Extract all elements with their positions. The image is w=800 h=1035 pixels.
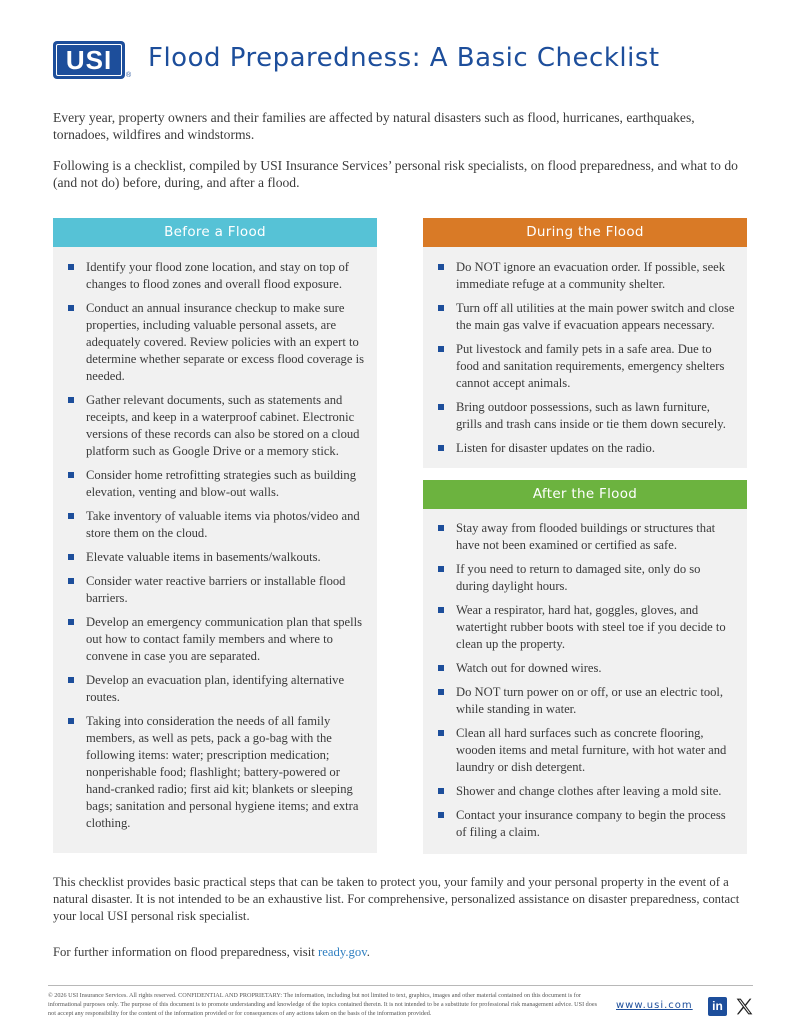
list-item-text: Consider home retrofitting strategies such as building elevation, venting and blow-out walls. xyxy=(86,468,357,499)
closing-paragraph: This checklist provides basic practical steps that can be taken to protect you, your family and your personal property in the event of a natural disaster. It is not intended to be an exhaustive list. For comprehensive, personalized assistance on disaster preparedness, contact your local USI personal risk specialist. xyxy=(53,875,740,923)
list-item xyxy=(68,573,365,607)
website-link[interactable]: www.usi.com xyxy=(616,1000,693,1011)
before-flood-heading: Before a Flood xyxy=(53,218,377,247)
after-flood-panel xyxy=(423,480,747,854)
list-item-text: Turn off all utilities at the main power switch and close the main gas valve if evacuation appears necessary. xyxy=(456,301,735,332)
page-title: Flood Preparedness: A Basic Checklist xyxy=(148,43,660,73)
list-item-text: Taking into consideration the needs of all family members, as well as pets, pack a go-bag with the following items: water; prescription medication; nonperishable food; flashlight; battery-powered or hand-cranked radio; first aid kit; blankets or sleeping bags; sanitation and personal hygiene items; and extra clothing. xyxy=(86,714,359,830)
list-item xyxy=(68,300,365,385)
list-item-text: Wear a respirator, hard hat, goggles, gloves, and watertight rubber boots with steel toe if you decide to clean up the property. xyxy=(456,603,726,651)
list-item-text: Do NOT ignore an evacuation order. If possible, seek immediate refuge at a community shelter. xyxy=(456,260,726,291)
ready-gov-link[interactable]: ready.gov xyxy=(317,945,367,959)
list-item xyxy=(438,399,735,433)
list-item xyxy=(68,467,365,501)
x-icon[interactable] xyxy=(734,996,755,1017)
square-bullet-icon xyxy=(68,397,74,403)
square-bullet-icon xyxy=(438,264,444,270)
during-flood-heading: During the Flood xyxy=(423,218,747,247)
before-flood-list xyxy=(53,247,377,832)
list-item xyxy=(438,602,735,653)
list-item-text: Watch out for downed wires. xyxy=(456,661,602,675)
after-flood-list xyxy=(423,509,747,841)
square-bullet-icon xyxy=(438,788,444,794)
square-bullet-icon xyxy=(438,305,444,311)
list-item xyxy=(68,392,365,460)
usi-logo xyxy=(53,41,125,79)
square-bullet-icon xyxy=(438,689,444,695)
list-item xyxy=(438,259,735,293)
further-info xyxy=(53,944,753,961)
square-bullet-icon xyxy=(68,554,74,560)
square-bullet-icon xyxy=(438,607,444,613)
list-item-text: Elevate valuable items in basements/walkouts. xyxy=(86,550,321,564)
list-item xyxy=(68,508,365,542)
square-bullet-icon xyxy=(438,730,444,736)
square-bullet-icon xyxy=(68,619,74,625)
list-item-text: Conduct an annual insurance checkup to make sure properties, including valuable personal assets, are adequately covered. Review policies with an expert to determine whether separate or excess flood coverage is needed. xyxy=(86,301,364,383)
list-item-text: Put livestock and family pets in a safe area. Due to food and sanitation requirements, emergency shelters cannot accept animals. xyxy=(456,342,725,390)
intro-paragraph-2: Following is a checklist, compiled by USI Insurance Services’ personal risk specialists, on flood preparedness, and what to do (and not do) before, during, and after a flood. xyxy=(53,158,738,190)
intro-paragraph-1: Every year, property owners and their families are affected by natural disasters such as flood, hurricanes, earthquakes, tornadoes, wildfires and windstorms. xyxy=(53,110,695,142)
list-item xyxy=(438,341,735,392)
square-bullet-icon xyxy=(68,305,74,311)
square-bullet-icon xyxy=(438,346,444,352)
usi-logo-text: USI xyxy=(56,44,122,76)
square-bullet-icon xyxy=(68,718,74,724)
during-flood-list xyxy=(423,247,747,457)
list-item-text: Clean all hard surfaces such as concrete flooring, wooden items and metal furniture, with hot water and laundry or dish detergent. xyxy=(456,726,727,774)
legal-disclaimer: © 2026 USI Insurance Services. All rights reserved. CONFIDENTIAL AND PROPRIETARY: The information, including but not limited to text, graphics, images and other material contained on this document is for informational purposes only. The purpose of this document is to promote understanding and knowledge of the topics contained therein. It is not intended to be a substitute for professional risk management advice. USI does not accept any responsibility for the content of the information provided or for consequences of any actions taken on the basis of the information provided. xyxy=(48,992,598,1017)
before-flood-panel xyxy=(53,218,377,853)
list-item xyxy=(438,561,735,595)
square-bullet-icon xyxy=(438,665,444,671)
list-item-text: Develop an evacuation plan, identifying alternative routes. xyxy=(86,673,345,704)
square-bullet-icon xyxy=(68,264,74,270)
registered-mark: ® xyxy=(126,72,132,79)
list-item-text: Listen for disaster updates on the radio. xyxy=(456,441,655,455)
list-item xyxy=(438,725,735,776)
list-item-text: Identify your flood zone location, and stay on top of changes to flood zones and overall flood exposure. xyxy=(86,260,350,291)
list-item-text: Consider water reactive barriers or installable flood barriers. xyxy=(86,574,346,605)
list-item xyxy=(438,300,735,334)
list-item xyxy=(68,549,365,566)
header xyxy=(53,41,753,81)
list-item-text: Do NOT turn power on or off, or use an electric tool, while standing in water. xyxy=(456,685,724,716)
list-item xyxy=(438,660,735,677)
list-item-text: Stay away from flooded buildings or structures that have not been examined or certified as safe. xyxy=(456,521,716,552)
list-item xyxy=(438,783,735,800)
square-bullet-icon xyxy=(438,812,444,818)
square-bullet-icon xyxy=(68,578,74,584)
list-item-text: If you need to return to damaged site, only do so during daylight hours. xyxy=(456,562,701,593)
list-item-text: Take inventory of valuable items via photos/video and store them on the cloud. xyxy=(86,509,360,540)
further-info-text: For further information on flood preparedness, visit xyxy=(53,945,318,959)
list-item xyxy=(438,684,735,718)
during-flood-panel xyxy=(423,218,747,468)
list-item xyxy=(438,440,735,457)
square-bullet-icon xyxy=(68,513,74,519)
linkedin-icon[interactable]: in xyxy=(708,997,727,1016)
list-item xyxy=(68,614,365,665)
list-item xyxy=(68,713,365,832)
square-bullet-icon xyxy=(438,404,444,410)
list-item-text: Contact your insurance company to begin the process of filing a claim. xyxy=(456,808,726,839)
list-item-text: Shower and change clothes after leaving a mold site. xyxy=(456,784,722,798)
after-flood-heading: After the Flood xyxy=(423,480,747,509)
square-bullet-icon xyxy=(438,445,444,451)
footer-divider xyxy=(48,985,753,986)
square-bullet-icon xyxy=(68,472,74,478)
further-info-end: . xyxy=(366,945,370,959)
list-item xyxy=(438,807,735,841)
list-item xyxy=(438,520,735,554)
list-item xyxy=(68,259,365,293)
list-item xyxy=(68,672,365,706)
square-bullet-icon xyxy=(438,525,444,531)
square-bullet-icon xyxy=(438,566,444,572)
list-item-text: Develop an emergency communication plan that spells out how to contact family members and where to convene in case you are separated. xyxy=(86,615,363,663)
list-item-text: Gather relevant documents, such as statements and receipts, and keep in a waterproof cabinet. Electronic versions of these records can also be stored on a cloud platform such as Google Drive or a memory stick. xyxy=(86,393,360,458)
square-bullet-icon xyxy=(68,677,74,683)
list-item-text: Bring outdoor possessions, such as lawn furniture, grills and trash cans inside or tie them down securely. xyxy=(456,400,726,431)
